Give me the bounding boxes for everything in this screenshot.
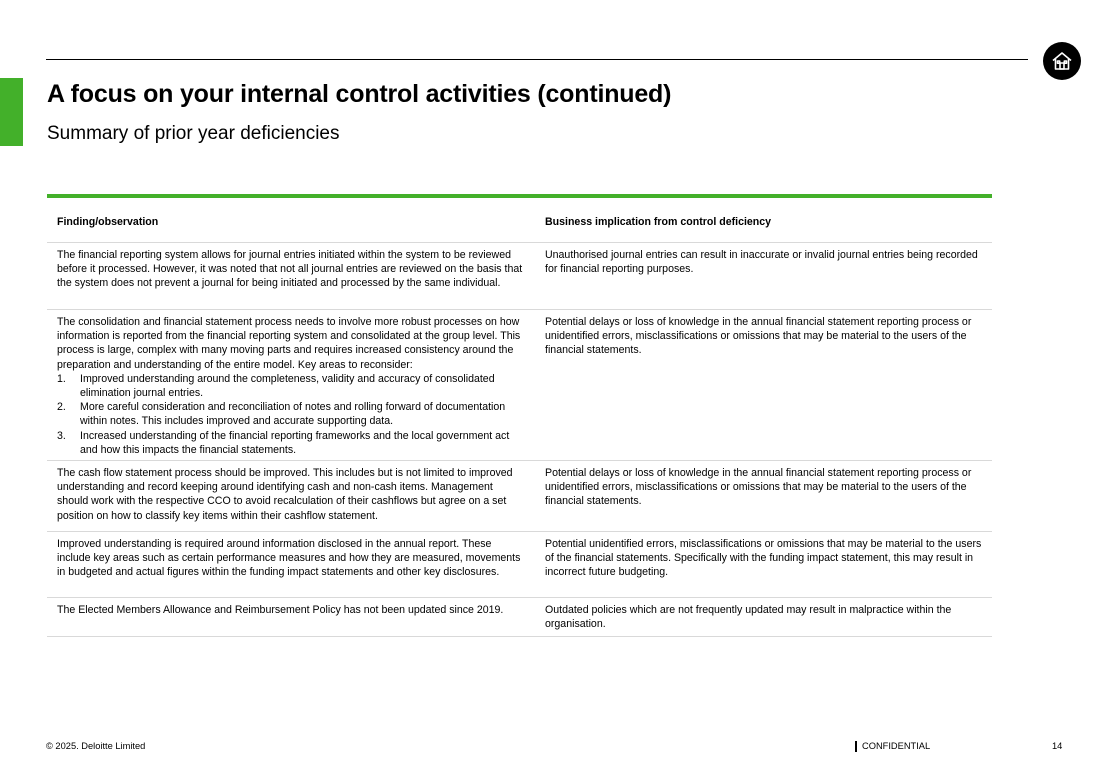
table-row [47, 310, 992, 461]
finding-cell: The financial reporting system allows for journal entries initiated within the system to be reviewed before it processed. However, it was noted that not all journal entries are reviewed on the basis that the system does not prevent a journal for being initiated and processed by the same individual. [57, 249, 523, 290]
implication-cell: Unauthorised journal entries can result in inaccurate or invalid journal entries being recorded for financial reporting purposes. [545, 249, 978, 276]
finding-cell: Improved understanding is required around information disclosed in the annual report. These include key areas such as certain performance measures and how they are measured, movements in budgeted and actual figures within the funding impact statements and other key disclosures. [57, 538, 521, 579]
footer-copyright: © 2025. Deloitte Limited [46, 741, 146, 751]
footer-confidential: CONFIDENTIAL [862, 741, 931, 751]
implication-cell: Outdated policies which are not frequently updated may result in malpractice within the organisation. [545, 604, 952, 631]
implication-cell: Potential unidentified errors, misclassifications or omissions that may be material to the users of the financial statements. Specifically with the funding impact statement, this may result in incorrect future budgeting. [545, 538, 982, 579]
header-rule [46, 59, 1028, 60]
page-subtitle: Summary of prior year deficiencies [47, 123, 340, 144]
implication-cell: Potential delays or loss of knowledge in the annual financial statement reporting process or unidentified errors, misclassifications or omissions that may be material to the users of the financial statements. [545, 316, 972, 357]
table-row [47, 598, 992, 637]
list-item-number: 1. [57, 372, 66, 385]
list-item-text: Improved understanding around the completeness, validity and accuracy of consolidated elimination journal entries. [80, 372, 495, 400]
finding-cell [47, 310, 535, 460]
deficiencies-table [47, 194, 992, 637]
list-item [57, 372, 525, 400]
page-number: 14 [1052, 741, 1063, 751]
finding-intro: The consolidation and financial statement process needs to involve more robust processes on how information is reported from the financial reporting system and consolidated at the group level. This process is large, complex with many moving parts and requires increased consistency around the preparation and understanding of the entire model. Key areas to reconsider: [57, 316, 521, 371]
finding-cell: The cash flow statement process should be improved. This includes but is not limited to improved understanding and record keeping around identifying cash and non-cash items. Management should work with the respective CCO to avoid recalculation of their cashflows but agree on a set position on how to classify key items within their cashflow statement. [57, 467, 513, 522]
table-row [47, 461, 992, 532]
list-item [57, 429, 525, 457]
list-item-number: 2. [57, 401, 66, 414]
finding-cell: The Elected Members Allowance and Reimbursement Policy has not been updated since 2019. [57, 604, 504, 616]
list-item-number: 3. [57, 429, 66, 442]
home-icon [1050, 49, 1074, 73]
list-item [57, 400, 525, 428]
home-button[interactable] [1043, 42, 1081, 80]
list-item-text: Increased understanding of the financial reporting frameworks and the local government act and how this impacts the financial statements. [80, 429, 510, 456]
column-header-implication: Business implication from control deficiency [545, 215, 772, 228]
page-title: A focus on your internal control activities (continued) [47, 80, 672, 108]
implication-cell: Potential delays or loss of knowledge in the annual financial statement reporting process or unidentified errors, misclassifications or omissions that may be material to the users of the financial statements. [545, 467, 972, 508]
table-row [47, 243, 992, 310]
footer-separator [855, 741, 857, 752]
table-header-row [47, 198, 992, 243]
table-row [47, 532, 992, 598]
accent-bar [0, 78, 23, 146]
list-item-text: More careful consideration and reconciliation of notes and rolling forward of documentation within notes. This includes improved and accurate supporting data. [80, 401, 506, 428]
finding-list [57, 372, 525, 457]
column-header-finding: Finding/observation [57, 215, 159, 228]
